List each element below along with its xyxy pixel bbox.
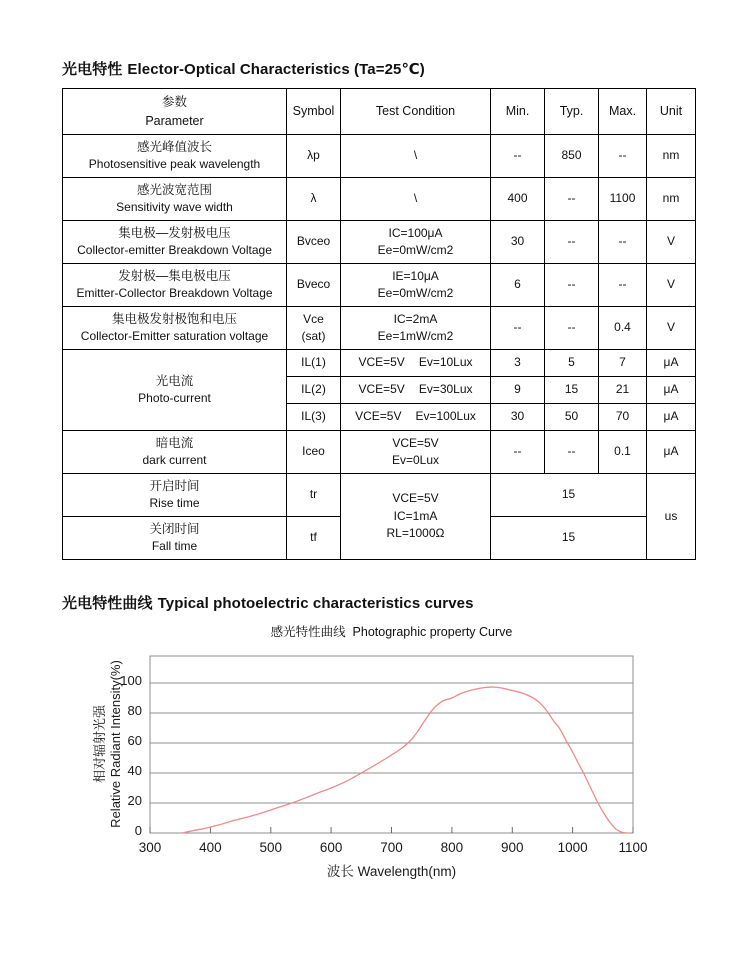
table-row <box>63 431 696 474</box>
cell-symbol: λ <box>287 178 341 221</box>
cell-max: -- <box>599 264 647 307</box>
cell-max: 7 <box>599 350 647 377</box>
y-tick-label: 0 <box>134 823 142 838</box>
cell-max: 0.4 <box>599 307 647 350</box>
cell-typ: 850 <box>545 135 599 178</box>
x-tick-label: 1100 <box>618 840 648 855</box>
cell-condition: IC=100μA Ee=0mW/cm2 <box>341 221 491 264</box>
eo-characteristics-table <box>62 88 696 560</box>
cell-value-rise-time: 15 <box>491 474 647 517</box>
cell-unit: nm <box>647 178 696 221</box>
cell-symbol: Vce (sat) <box>287 307 341 350</box>
cell-symbol: IL(2) <box>287 377 341 404</box>
cell-min: -- <box>491 135 545 178</box>
cell-unit: μA <box>647 377 696 404</box>
y-tick-label: 20 <box>127 793 142 808</box>
cell-symbol: tf <box>287 517 341 560</box>
x-tick-label: 700 <box>380 840 403 855</box>
y-tick-label: 80 <box>127 703 142 718</box>
cell-param: 集电极发射极饱和电压 Collector-Emitter saturation voltage <box>63 307 287 350</box>
cell-condition: VCE=5V Ev=0Lux <box>341 431 491 474</box>
header-parameter <box>63 89 287 135</box>
cell-min: -- <box>491 307 545 350</box>
y-tick-label: 60 <box>127 733 142 748</box>
header-test-condition: Test Condition <box>341 89 491 135</box>
cell-param: 发射极—集电极电压 Emitter-Collector Breakdown Voltage <box>63 264 287 307</box>
cell-param: 关闭时间 Fall time <box>63 517 287 560</box>
cell-unit: nm <box>647 135 696 178</box>
x-tick-label: 800 <box>440 840 464 855</box>
x-tick-label: 300 <box>138 840 162 855</box>
y-axis-label: 相对辐射光强Relative Radiant Intensity(%) <box>92 660 123 828</box>
cell-condition: IE=10μA Ee=0mW/cm2 <box>341 264 491 307</box>
section-title-curves-en: Typical photoelectric characteristics curves <box>157 595 474 612</box>
x-tick-label: 400 <box>199 840 222 855</box>
y-tick-label: 100 <box>120 673 142 688</box>
cell-value-fall-time: 15 <box>491 517 647 560</box>
cell-unit-time: us <box>647 474 696 560</box>
table-header-row <box>63 89 696 135</box>
x-tick-label: 1000 <box>557 840 588 855</box>
cell-max: 1100 <box>599 178 647 221</box>
section-title-electro-optical <box>62 58 425 79</box>
cell-condition: VCE=5V Ev=30Lux <box>341 377 491 404</box>
cell-unit: V <box>647 221 696 264</box>
cell-condition: IC=2mA Ee=1mW/cm2 <box>341 307 491 350</box>
header-max: Max. <box>599 89 647 135</box>
x-tick-label: 600 <box>319 840 343 855</box>
x-tick-label: 900 <box>501 840 524 855</box>
cell-param: 集电极—发射极电压 Collector-emitter Breakdown Voltage <box>63 221 287 264</box>
table-row <box>63 221 696 264</box>
cell-unit: μA <box>647 431 696 474</box>
cell-condition-time: VCE=5V IC=1mA RL=1000Ω <box>341 474 491 560</box>
cell-condition: VCE=5V Ev=100Lux <box>341 404 491 431</box>
cell-symbol: tr <box>287 474 341 517</box>
cell-typ: 50 <box>545 404 599 431</box>
cell-typ: -- <box>545 307 599 350</box>
cell-unit: V <box>647 264 696 307</box>
chart-title: 感光特性曲线 Photographic property Curve <box>270 625 513 639</box>
cell-unit: V <box>647 307 696 350</box>
cell-min: 9 <box>491 377 545 404</box>
cell-max: 70 <box>599 404 647 431</box>
cell-min: 30 <box>491 221 545 264</box>
header-typ: Typ. <box>545 89 599 135</box>
cell-min: 30 <box>491 404 545 431</box>
cell-param: 感光波宽范围 Sensitivity wave width <box>63 178 287 221</box>
cell-max: -- <box>599 135 647 178</box>
cell-symbol: λp <box>287 135 341 178</box>
cell-condition: \ <box>341 178 491 221</box>
table-row <box>63 307 696 350</box>
cell-typ: 5 <box>545 350 599 377</box>
cell-param: 感光峰值波长 Photosensitive peak wavelength <box>63 135 287 178</box>
cell-min: 3 <box>491 350 545 377</box>
x-tick-label: 500 <box>259 840 283 855</box>
cell-symbol: IL(3) <box>287 404 341 431</box>
cell-symbol: Bvceo <box>287 221 341 264</box>
cell-typ: -- <box>545 221 599 264</box>
cell-param: 开启时间 Rise time <box>63 474 287 517</box>
table-row <box>63 474 696 517</box>
header-parameter-zh: 参数 <box>161 95 187 110</box>
cell-max: 21 <box>599 377 647 404</box>
section-title-curves <box>62 592 474 613</box>
cell-unit: μA <box>647 404 696 431</box>
table-row <box>63 178 696 221</box>
cell-min: 6 <box>491 264 545 307</box>
cell-min: 400 <box>491 178 545 221</box>
cell-param: 暗电流 dark current <box>63 431 287 474</box>
cell-typ: 15 <box>545 377 599 404</box>
section-title-zh: 光电特性 <box>62 61 123 78</box>
header-parameter-en: Parameter <box>145 113 204 128</box>
table-row <box>63 264 696 307</box>
cell-symbol: IL(1) <box>287 350 341 377</box>
photo-curve <box>182 687 627 833</box>
cell-condition: VCE=5V Ev=10Lux <box>341 350 491 377</box>
section-title-curves-zh: 光电特性曲线 <box>62 595 153 612</box>
cell-typ: -- <box>545 178 599 221</box>
y-tick-label: 40 <box>127 763 142 778</box>
photocurve-chart <box>60 646 720 896</box>
cell-condition: \ <box>341 135 491 178</box>
header-min: Min. <box>491 89 545 135</box>
header-unit: Unit <box>647 89 696 135</box>
cell-symbol: Iceo <box>287 431 341 474</box>
header-symbol: Symbol <box>287 89 341 135</box>
cell-unit: μA <box>647 350 696 377</box>
cell-max: -- <box>599 221 647 264</box>
section-title-en: Elector-Optical Characteristics (Ta=25℃) <box>127 61 425 78</box>
cell-typ: -- <box>545 431 599 474</box>
table-row <box>63 350 696 377</box>
cell-min: -- <box>491 431 545 474</box>
cell-symbol: Bveco <box>287 264 341 307</box>
photocurve-chart-area <box>60 646 720 896</box>
cell-typ: -- <box>545 264 599 307</box>
x-axis-label: 波长 Wavelength(nm) <box>326 864 457 879</box>
cell-param-photocurrent: 光电流 Photo-current <box>63 350 287 431</box>
table-row <box>63 135 696 178</box>
cell-max: 0.1 <box>599 431 647 474</box>
